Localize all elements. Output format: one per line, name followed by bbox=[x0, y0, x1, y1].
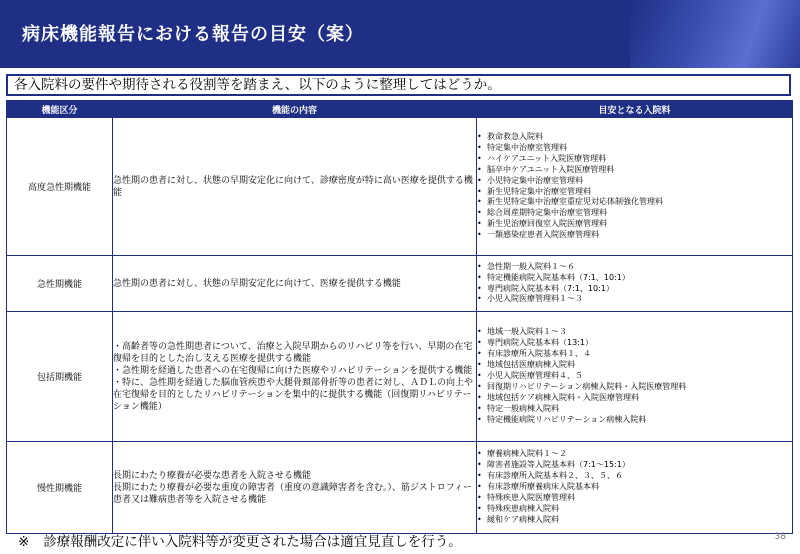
bullet-icon: • bbox=[477, 283, 482, 293]
description-paragraph: 長期にわたり療養が必要な重度の障害者（重度の意識障害者を含む。）、筋ジストロフィー患者又は難病患者等を入院させる機能 bbox=[113, 482, 473, 505]
table-row bbox=[7, 256, 793, 312]
function-description bbox=[113, 118, 477, 256]
table-header-row bbox=[7, 101, 793, 118]
bullet-icon: • bbox=[477, 503, 482, 513]
title-bar bbox=[0, 0, 800, 68]
fee-list bbox=[477, 327, 792, 425]
fee-item bbox=[477, 460, 792, 471]
fee-item bbox=[477, 515, 792, 526]
fee-item-label: 新生児特定集中治療室管理料 bbox=[487, 186, 591, 196]
fee-list-cell bbox=[477, 312, 793, 442]
function-description bbox=[113, 312, 477, 442]
bullet-icon: • bbox=[477, 460, 482, 470]
bullet-icon: • bbox=[477, 338, 482, 348]
fee-item-label: 特定機能病院入院基本料（7:1、10:1） bbox=[487, 272, 630, 282]
fee-item bbox=[477, 154, 792, 165]
fee-item-label: ハイケアユニット入院医療管理料 bbox=[487, 153, 607, 163]
bullet-icon: • bbox=[477, 208, 482, 218]
fee-item bbox=[477, 208, 792, 219]
bullet-icon: • bbox=[477, 153, 482, 163]
fee-item bbox=[477, 143, 792, 154]
fee-item-label: 特定集中治療室管理料 bbox=[487, 142, 567, 152]
intro-box: 各入院料の要件や期待される役割等を踏まえ、以下のように整理してはどうか。 bbox=[6, 74, 791, 96]
description-paragraph: ・特に、急性期を経過した脳血管疾患や大腿骨頚部骨折等の患者に対し、ＡＤＬの向上や在宅復帰を目的としたリハビリテーションを集中的に提供する機能（回復期リハビリテーション機能） bbox=[113, 377, 474, 412]
fee-item bbox=[477, 493, 792, 504]
function-category: 高度急性期機能 bbox=[7, 118, 113, 256]
description-paragraph: 急性期の患者に対し、状態の早期安定化に向けて、医療を提供する機能 bbox=[113, 278, 401, 289]
table-row bbox=[7, 312, 793, 442]
fee-item-label: 小児入院医療管理料１～３ bbox=[487, 294, 583, 304]
fee-item-label: 専門病院入院基本料（13:1） bbox=[487, 338, 593, 348]
bullet-icon: • bbox=[477, 514, 482, 524]
fee-item-label: 一類感染症患者入院医療管理料 bbox=[487, 230, 599, 240]
bullet-icon: • bbox=[477, 186, 482, 196]
fee-item bbox=[477, 360, 792, 371]
bullet-icon: • bbox=[477, 371, 482, 381]
fee-item bbox=[477, 176, 792, 187]
fee-item-label: 総合周産期特定集中治療室管理料 bbox=[487, 208, 607, 218]
fee-item bbox=[477, 382, 792, 393]
fee-item bbox=[477, 338, 792, 349]
fee-item bbox=[477, 165, 792, 176]
bullet-icon: • bbox=[477, 381, 482, 391]
description-paragraph: 急性期の患者に対し、状態の早期安定化に向けて、診療密度が特に高い医療を提供する機能 bbox=[113, 175, 473, 198]
bullet-icon: • bbox=[477, 197, 482, 207]
table-row bbox=[7, 118, 793, 256]
bullet-icon: • bbox=[477, 175, 482, 185]
fee-item-label: 有床診療所入院基本料２、３、５、６ bbox=[487, 471, 623, 481]
fee-item bbox=[477, 284, 792, 295]
bullet-icon: • bbox=[477, 327, 482, 337]
fee-item-label: 救命救急入院料 bbox=[487, 131, 543, 141]
fee-item bbox=[477, 449, 792, 460]
function-description bbox=[113, 442, 477, 534]
column-header-description: 機能の内容 bbox=[113, 101, 477, 118]
bullet-icon: • bbox=[477, 219, 482, 229]
function-category: 包括期機能 bbox=[7, 312, 113, 442]
bullet-icon: • bbox=[477, 349, 482, 359]
fee-list-cell bbox=[477, 118, 793, 256]
fee-item bbox=[477, 187, 792, 198]
fee-item-label: 特殊疾患入院医療管理料 bbox=[487, 492, 575, 502]
page-number: 38 bbox=[774, 532, 786, 542]
fee-item-label: 小児入院医療管理料４、５ bbox=[487, 371, 583, 381]
fee-item bbox=[477, 393, 792, 404]
fee-item-label: 特定機能病院リハビリテーション病棟入院料 bbox=[487, 414, 647, 424]
bullet-icon: • bbox=[477, 142, 482, 152]
bullet-icon: • bbox=[477, 414, 482, 424]
bullet-icon: • bbox=[477, 261, 482, 271]
bullet-icon: • bbox=[477, 272, 482, 282]
fee-item bbox=[477, 219, 792, 230]
page-title: 病床機能報告における報告の目安（案） bbox=[22, 24, 364, 45]
fee-list bbox=[477, 262, 792, 306]
bullet-icon: • bbox=[477, 482, 482, 492]
footnote bbox=[18, 530, 462, 550]
bullet-icon: • bbox=[477, 131, 482, 141]
fee-item-label: 地域包括医療病棟入院料 bbox=[487, 360, 575, 370]
footnote-mark: ※ bbox=[18, 534, 30, 550]
fee-item bbox=[477, 371, 792, 382]
fee-item bbox=[477, 132, 792, 143]
bullet-icon: • bbox=[477, 230, 482, 240]
fee-item-label: 障害者施設等入院基本料（7:1～15:1） bbox=[487, 460, 630, 470]
header-decoration bbox=[630, 0, 800, 68]
bullet-icon: • bbox=[477, 360, 482, 370]
fee-item-label: 有床診療所入院基本料１、４ bbox=[487, 349, 591, 359]
fee-item bbox=[477, 294, 792, 305]
fee-item-label: 専門病院入院基本料（7:1、10:1） bbox=[487, 283, 614, 293]
fee-list-cell bbox=[477, 256, 793, 312]
fee-list bbox=[477, 132, 792, 241]
fee-item-label: 緩和ケア病棟入院料 bbox=[487, 514, 559, 524]
fee-item-label: 新生児治療回復室入院医療管理料 bbox=[487, 219, 607, 229]
column-header-fees: 目安となる入院料 bbox=[477, 101, 793, 118]
description-paragraph: ・高齢者等の急性期患者について、治療と入院早期からのリハビリ等を行い、早期の在宅復帰を目的とした治し支える医療を提供する機能 bbox=[113, 341, 473, 364]
fee-item-label: 地域包括ケア病棟入院料・入院医療管理料 bbox=[487, 392, 639, 402]
fee-item-label: 小児特定集中治療室管理料 bbox=[487, 175, 583, 185]
fee-list-cell bbox=[477, 442, 793, 534]
fee-item-label: 脳卒中ケアユニット入院医療管理料 bbox=[487, 164, 615, 174]
fee-item bbox=[477, 197, 792, 208]
fee-item-label: 特定一般病棟入院料 bbox=[487, 403, 559, 413]
bullet-icon: • bbox=[477, 392, 482, 402]
fee-item bbox=[477, 230, 792, 241]
function-category: 急性期機能 bbox=[7, 256, 113, 312]
bullet-icon: • bbox=[477, 294, 482, 304]
fee-item-label: 療養病棟入院料１～２ bbox=[487, 449, 567, 459]
fee-item bbox=[477, 327, 792, 338]
fee-item-label: 地域一般入院料１～３ bbox=[487, 327, 567, 337]
fee-item bbox=[477, 404, 792, 415]
fee-list bbox=[477, 449, 792, 525]
bullet-icon: • bbox=[477, 471, 482, 481]
fee-item-label: 回復期リハビリテーション病棟入院料・入院医療管理料 bbox=[487, 381, 687, 391]
description-paragraph: ・急性期を経過した患者への在宅復帰に向けた医療やリハビリテーションを提供する機能 bbox=[113, 365, 473, 376]
footnote-text: 診療報酬改定に伴い入院料等が変更された場合は適宜見直しを行う。 bbox=[43, 534, 462, 550]
table-row bbox=[7, 442, 793, 534]
fee-item bbox=[477, 504, 792, 515]
function-table bbox=[6, 100, 793, 534]
fee-item bbox=[477, 273, 792, 284]
fee-item bbox=[477, 471, 792, 482]
fee-item bbox=[477, 262, 792, 273]
fee-item-label: 新生児特定集中治療室重症児対応体制強化管理料 bbox=[487, 197, 663, 207]
bullet-icon: • bbox=[477, 449, 482, 459]
column-header-category: 機能区分 bbox=[7, 101, 113, 118]
fee-item-label: 特殊疾患病棟入院料 bbox=[487, 503, 559, 513]
fee-item bbox=[477, 415, 792, 426]
bullet-icon: • bbox=[477, 403, 482, 413]
function-description bbox=[113, 256, 477, 312]
description-paragraph: 長期にわたり療養が必要な患者を入院させる機能 bbox=[113, 470, 312, 481]
fee-item bbox=[477, 349, 792, 360]
bullet-icon: • bbox=[477, 492, 482, 502]
fee-item-label: 急性期一般入院料１～６ bbox=[487, 261, 575, 271]
bullet-icon: • bbox=[477, 164, 482, 174]
fee-item-label: 有床診療所療養病床入院基本料 bbox=[487, 482, 599, 492]
function-category: 慢性期機能 bbox=[7, 442, 113, 534]
fee-item bbox=[477, 482, 792, 493]
